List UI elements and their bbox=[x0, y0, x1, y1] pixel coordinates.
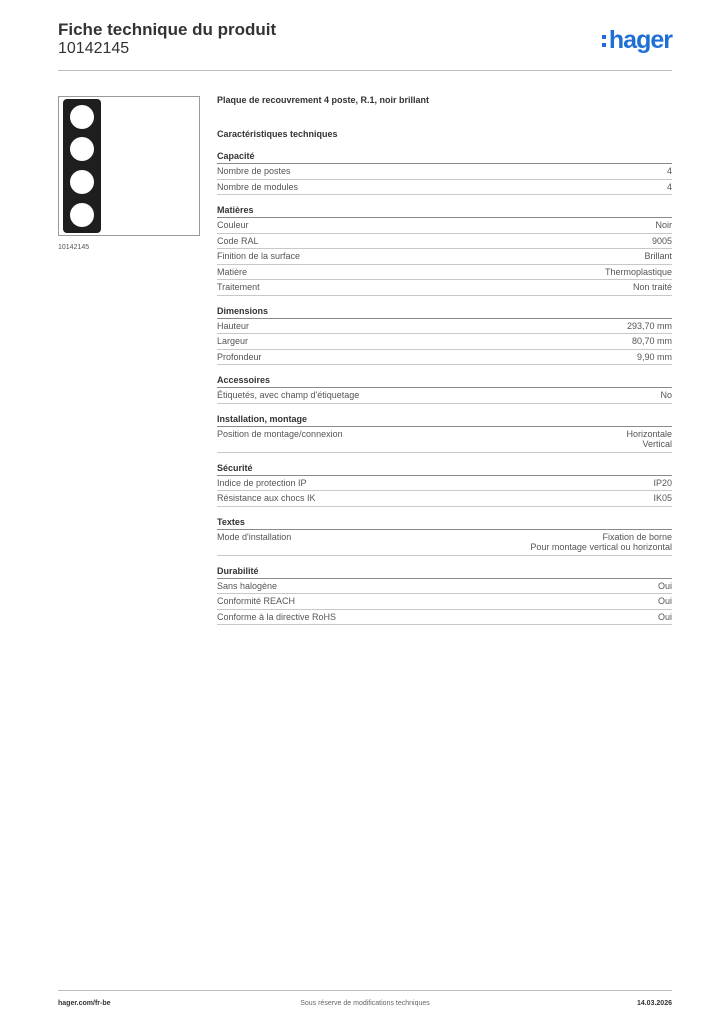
spec-row bbox=[217, 234, 672, 250]
spec-row bbox=[217, 265, 672, 281]
spec-value-line: 9,90 mm bbox=[636, 351, 672, 362]
cover-plate-image bbox=[63, 99, 101, 233]
spec-label: Traitement bbox=[217, 282, 260, 292]
spec-value-line: No bbox=[660, 390, 672, 400]
footer-date: 14.03.2026 bbox=[636, 1000, 672, 1007]
spec-section bbox=[217, 306, 672, 366]
spec-section bbox=[217, 205, 672, 296]
spec-label: Couleur bbox=[217, 220, 249, 230]
spec-value-line: Fixation de borne bbox=[602, 531, 672, 542]
plate-opening-icon bbox=[70, 170, 94, 194]
spec-value bbox=[658, 596, 672, 607]
footer-website[interactable]: hager.com/fr-be bbox=[58, 1000, 111, 1007]
spec-value bbox=[632, 336, 672, 347]
spec-value bbox=[667, 166, 672, 177]
hager-logo bbox=[602, 26, 672, 55]
spec-value bbox=[658, 581, 672, 592]
spec-value bbox=[633, 282, 672, 293]
spec-label: Matière bbox=[217, 266, 248, 277]
spec-row bbox=[217, 388, 672, 404]
logo-dots-icon bbox=[602, 26, 607, 47]
spec-section bbox=[217, 566, 672, 626]
spec-label: Nombre de postes bbox=[217, 166, 291, 176]
spec-row bbox=[217, 280, 672, 296]
spec-value-line: Oui bbox=[657, 611, 672, 622]
spec-value-line: Pour montage vertical ou horizontal bbox=[530, 542, 672, 552]
plate-opening-icon bbox=[70, 105, 94, 129]
spec-value bbox=[637, 352, 672, 363]
spec-value-line: 9005 bbox=[651, 235, 672, 246]
page-header bbox=[58, 20, 672, 71]
logo-text: hager bbox=[608, 26, 672, 54]
spec-value bbox=[652, 236, 672, 247]
section-title: Durabilité bbox=[217, 566, 672, 579]
spec-value-line: Brillant bbox=[644, 251, 672, 261]
spec-value bbox=[655, 220, 672, 231]
spec-value-line: Oui bbox=[657, 596, 672, 606]
spec-content bbox=[217, 95, 672, 635]
spec-value-line: IP20 bbox=[653, 477, 672, 488]
spec-value-line: Thermoplastique bbox=[604, 266, 672, 277]
footer-disclaimer: Sous réserve de modifications techniques bbox=[300, 1000, 430, 1007]
spec-row bbox=[217, 319, 672, 335]
product-reference: 10142145 bbox=[58, 40, 130, 57]
product-image bbox=[58, 96, 200, 236]
characteristics-title: Caractéristiques techniques bbox=[217, 129, 338, 139]
spec-value bbox=[653, 478, 672, 489]
spec-value-line: Vertical bbox=[642, 439, 672, 449]
plate-opening-icon bbox=[70, 137, 94, 161]
spec-section bbox=[217, 517, 672, 556]
spec-row bbox=[217, 610, 672, 626]
image-caption: 10142145 bbox=[58, 244, 90, 251]
spec-label: Étiquetés, avec champ d'étiquetage bbox=[217, 390, 360, 400]
spec-value bbox=[626, 429, 672, 450]
section-title: Sécurité bbox=[217, 463, 672, 476]
spec-value bbox=[660, 390, 672, 401]
spec-row bbox=[217, 180, 672, 196]
spec-label: Finition de la surface bbox=[217, 251, 301, 261]
spec-section bbox=[217, 463, 672, 507]
spec-sections bbox=[217, 151, 672, 625]
plate-opening-icon bbox=[70, 203, 94, 227]
spec-row bbox=[217, 350, 672, 366]
spec-value-line: Oui bbox=[657, 580, 672, 591]
spec-value-line: Noir bbox=[655, 220, 672, 230]
spec-label: Mode d'installation bbox=[217, 531, 292, 542]
spec-value bbox=[644, 251, 672, 262]
spec-row bbox=[217, 164, 672, 180]
spec-label: Hauteur bbox=[217, 320, 250, 331]
spec-row bbox=[217, 218, 672, 234]
spec-row bbox=[217, 594, 672, 610]
page-title: Fiche technique du produit bbox=[58, 20, 277, 39]
spec-label: Sans halogène bbox=[217, 580, 278, 591]
product-description: Plaque de recouvrement 4 poste, R.1, noir brillant bbox=[217, 95, 430, 105]
section-title: Accessoires bbox=[217, 375, 672, 388]
spec-label: Conformité REACH bbox=[217, 596, 296, 606]
spec-label: Code RAL bbox=[217, 235, 259, 246]
spec-value bbox=[605, 267, 672, 278]
spec-row bbox=[217, 476, 672, 492]
spec-row bbox=[217, 579, 672, 595]
spec-value bbox=[667, 182, 672, 193]
section-title: Textes bbox=[217, 517, 672, 530]
spec-label: Conforme à la directive RoHS bbox=[217, 611, 337, 622]
spec-label: Nombre de modules bbox=[217, 181, 299, 192]
spec-row bbox=[217, 249, 672, 265]
page-footer bbox=[58, 990, 672, 1015]
spec-value-line: 4 bbox=[666, 166, 672, 176]
spec-value-line: 80,70 mm bbox=[631, 336, 672, 346]
spec-section bbox=[217, 375, 672, 404]
spec-row bbox=[217, 334, 672, 350]
spec-label: Indice de protection IP bbox=[217, 477, 307, 488]
spec-value-line: 293,70 mm bbox=[626, 320, 672, 331]
spec-value bbox=[658, 612, 672, 623]
spec-label: Largeur bbox=[217, 336, 249, 346]
spec-label: Position de montage/connexion bbox=[217, 428, 343, 439]
spec-value bbox=[653, 493, 672, 504]
spec-section bbox=[217, 151, 672, 195]
spec-label: Profondeur bbox=[217, 351, 262, 362]
spec-value bbox=[530, 532, 672, 553]
spec-row bbox=[217, 530, 672, 556]
section-title: Dimensions bbox=[217, 306, 672, 319]
spec-section bbox=[217, 414, 672, 453]
section-title: Capacité bbox=[217, 151, 672, 164]
spec-value-line: Non traité bbox=[632, 282, 672, 292]
spec-value bbox=[627, 321, 672, 332]
spec-label: Résistance aux chocs IK bbox=[217, 493, 316, 503]
spec-row bbox=[217, 427, 672, 453]
spec-value-line: 4 bbox=[666, 181, 672, 192]
spec-row bbox=[217, 491, 672, 507]
section-title: Matières bbox=[217, 205, 672, 218]
section-title: Installation, montage bbox=[217, 414, 672, 427]
spec-value-line: Horizontale bbox=[626, 428, 672, 439]
spec-value-line: IK05 bbox=[653, 493, 672, 503]
